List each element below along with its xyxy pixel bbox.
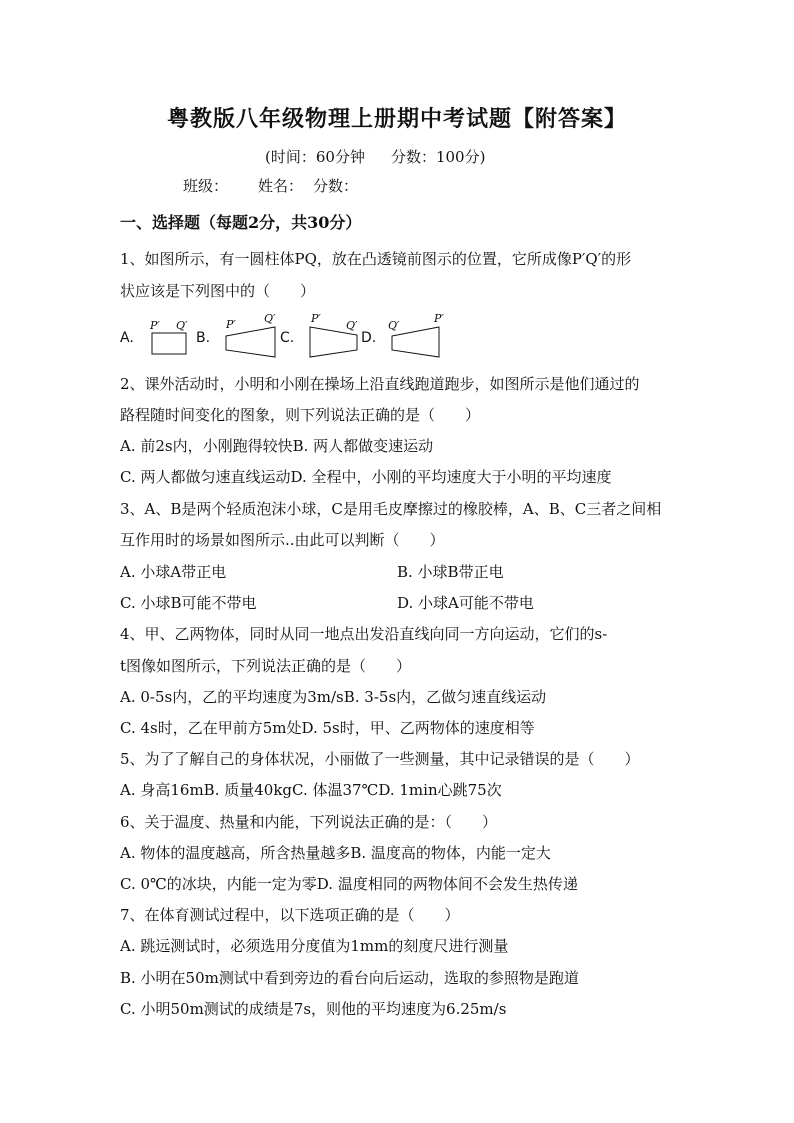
q2-options-cd: C. 两人都做匀速直线运动D. 全程中，小刚的平均速度大于小明的平均速度 (120, 468, 612, 486)
q6-options-ab: A. 物体的温度越高，所含热量越多B. 温度高的物体，内能一定大 (120, 844, 551, 862)
q2-options-ab: A. 前2s内，小刚跑得较快B. 两人都做变速运动 (120, 437, 434, 455)
q1-figures-svg (120, 312, 460, 360)
page-title: 粤教版八年级物理上册期中考试题【附答案】 (166, 106, 627, 132)
q3-option-c: C. 小球B可能不带电 (120, 594, 257, 612)
q1-option-d-p: P′ (434, 312, 444, 325)
q1-option-a-label: A. (120, 330, 134, 346)
q1-option-d-q: Q′ (388, 319, 400, 332)
q7-option-b: B. 小明在50m测试中看到旁边的看台向后运动，选取的参照物是跑道 (120, 969, 579, 987)
q1-line1: 1、如图所示，有一圆柱体PQ，放在凸透镜前图示的位置，它所成像P′Q′的形 (120, 250, 632, 268)
q7-option-c: C. 小明50m测试的成绩是7s，则他的平均速度为6.25m/s (120, 1000, 507, 1018)
q2-line2: 路程随时间变化的图象，则下列说法正确的是（ ） (120, 406, 481, 424)
class-label: 班级： (183, 177, 229, 195)
q5-options: A. 身高16mB. 质量40kgC. 体温37℃D. 1min心跳75次 (120, 781, 502, 799)
q2-line1: 2、课外活动时，小明和小刚在操场上沿直线跑道跑步，如图所示是他们通过的 (120, 375, 640, 393)
q5-line1: 5、为了了解自己的身体状况，小丽做了一些测量，其中记录错误的是（ ） (120, 750, 640, 768)
q7-option-a: A. 跳远测试时，必须选用分度值为1mm的刻度尺进行测量 (120, 937, 509, 955)
q1-line2: 状应该是下列图中的（ ） (120, 282, 316, 300)
q3-option-d: D. 小球A可能不带电 (397, 594, 534, 612)
exam-meta (265, 146, 485, 167)
q1-option-c-p: P′ (311, 312, 321, 325)
q7-line1: 7、在体育测试过程中，以下选项正确的是（ ） (120, 906, 460, 924)
q4-options-cd: C. 4s时，乙在甲前方5m处D. 5s时，甲、乙两物体的速度相等 (120, 719, 535, 737)
score-label: 分数： (313, 177, 359, 195)
q3-line1: 3、A、B是两个轻质泡沫小球，C是用毛皮摩擦过的橡胶棒，A、B、C三者之间相 (120, 500, 662, 518)
q1-option-c-q: Q′ (346, 319, 358, 332)
score-info: 分数：100分) (390, 148, 486, 166)
name-label: 姓名： (258, 177, 304, 195)
student-info (183, 175, 388, 196)
section-heading: 一、选择题（每题2分，共30分） (120, 213, 362, 232)
q1-option-a-shape (152, 333, 186, 354)
q3-option-b: B. 小球B带正电 (397, 563, 504, 581)
q6-options-cd: C. 0℃的冰块，内能一定为零D. 温度相同的两物体间不会发生热传递 (120, 875, 578, 893)
q1-option-figures (120, 312, 460, 360)
q4-line2: t图像如图所示，下列说法正确的是（ ） (120, 657, 412, 675)
q1-option-b-shape (226, 327, 275, 357)
q1-option-b-q: Q′ (264, 312, 276, 325)
q3-option-a: A. 小球A带正电 (120, 563, 227, 581)
q1-option-a-p: P′ (150, 319, 160, 332)
q3-line2: 互作用时的场景如图所示..由此可以判断（ ） (120, 531, 445, 549)
q1-option-c-label: C. (280, 330, 295, 346)
q4-line1: 4、甲、乙两物体，同时从同一地点出发沿直线向同一方向运动，它们的s- (120, 625, 608, 643)
q6-line1: 6、关于温度、热量和内能，下列说法正确的是：（ ） (120, 813, 498, 831)
time-info: (时间：60分钟 (265, 148, 365, 166)
q4-options-ab: A. 0-5s内，乙的平均速度为3m/sB. 3-5s内，乙做匀速直线运动 (120, 688, 547, 706)
q1-option-b-label: B. (196, 330, 211, 346)
q1-option-d-label: D. (361, 330, 377, 346)
q1-option-a-q: Q′ (176, 319, 188, 332)
q1-option-b-p: P′ (226, 318, 236, 331)
